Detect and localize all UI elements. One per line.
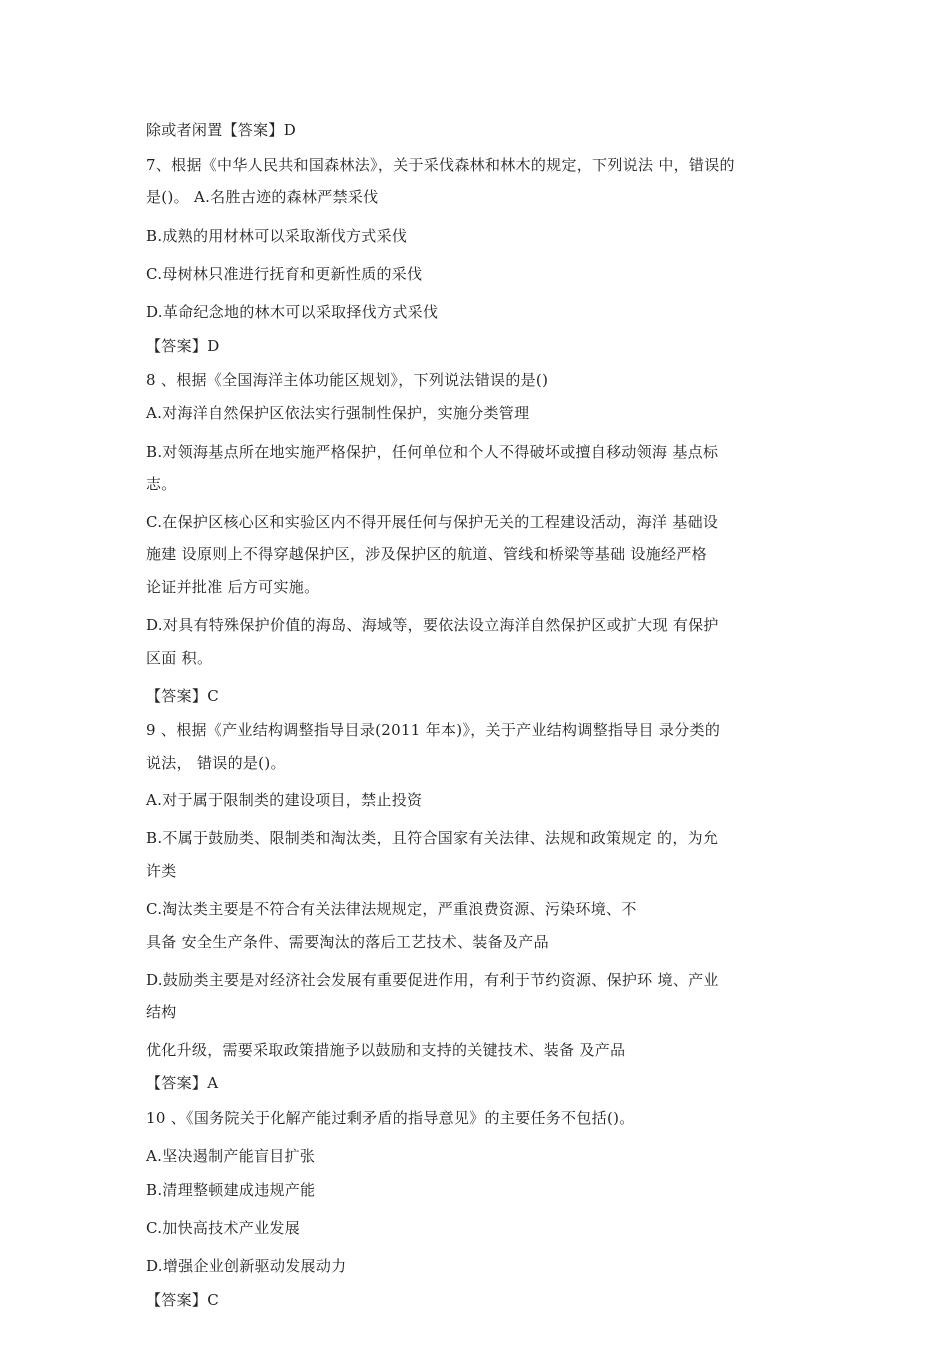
question-9-option-b: B.不属于鼓励类、限制类和淘汰类，且符合国家有关法律、法规和政策规定 的，为允 — [146, 829, 719, 847]
question-9-option-d-cont: 结构 — [146, 1003, 177, 1021]
question-7-option-c: C.母树林只准进行抚育和更新性质的采伐 — [146, 265, 423, 283]
question-8-option-b: B.对领海基点所在地实施严格保护，任何单位和个人不得破坏或擅自移动领海 基点标 — [146, 443, 719, 461]
question-8-option-c-cont: 施建 设原则上不得穿越保护区，涉及保护区的航道、管线和桥梁等基础 设施经严格 — [146, 545, 707, 563]
question-8-option-c: C.在保护区核心区和实验区内不得开展任何与保护无关的工程建设活动，海洋 基础设 — [146, 513, 719, 531]
question-10-option-b: B.清理整顿建成违规产能 — [146, 1181, 316, 1199]
question-9-option-a: A.对于属于限制类的建设项目，禁止投资 — [146, 791, 423, 809]
question-7-answer: 【答案】D — [146, 337, 220, 355]
question-9-option-c-cont: 具备 安全生产条件、需要淘汰的落后工艺技术、装备及产品 — [146, 933, 549, 951]
question-7-option-d: D.革命纪念地的林木可以采取择伐方式采伐 — [146, 303, 439, 321]
question-10-option-a: A.坚决遏制产能盲目扩张 — [146, 1147, 316, 1165]
question-8-option-a: A.对海洋自然保护区依法实行强制性保护，实施分类管理 — [146, 404, 530, 422]
question-10-answer: 【答案】C — [146, 1291, 219, 1309]
question-8-option-b-cont: 志。 — [146, 475, 177, 493]
question-8-answer: 【答案】C — [146, 687, 219, 705]
question-8-option-d: D.对具有特殊保护价值的海岛、海域等，要依法设立海洋自然保护区或扩大现 有保护 — [146, 616, 719, 634]
question-7-option-b: B.成熟的用材林可以采取渐伐方式采伐 — [146, 227, 408, 245]
question-10-stem: 10 、《国务院关于化解产能过剩矛盾的指导意见》的主要任务不包括()。 — [146, 1109, 635, 1127]
question-9-answer: 【答案】A — [146, 1074, 219, 1092]
question-9-option-d-cont: 优化升级，需要采取政策措施予以鼓励和支持的关键技术、装备 及产品 — [146, 1041, 626, 1059]
text-line: 除或者闲置【答案】D — [146, 121, 297, 139]
question-8-stem: 8 、根据《全国海洋主体功能区规划》，下列说法错误的是() — [146, 371, 549, 389]
question-9-stem: 9 、根据《产业结构调整指导目录(2011 年本)》，关于产业结构调整指导目 录分类的 — [146, 721, 721, 739]
question-7-stem-cont: 是()。 A.名胜古迹的森林严禁采伐 — [146, 188, 379, 206]
question-8-option-d-cont: 区面 积。 — [146, 649, 213, 667]
question-7-stem: 7、根据《中华人民共和国森林法》，关于采伐森林和林木的规定，下列说法 中，错误的 — [146, 156, 735, 174]
question-8-option-c-cont: 论证并批准 后方可实施。 — [146, 578, 320, 596]
question-9-option-c: C.淘汰类主要是不符合有关法律法规规定，严重浪费资源、污染环境、不 — [146, 900, 637, 918]
question-10-option-d: D.增强企业创新驱动发展动力 — [146, 1257, 347, 1275]
question-9-option-d: D.鼓励类主要是对经济社会发展有重要促进作用，有利于节约资源、保护环 境、产业 — [146, 971, 719, 989]
question-10-option-c: C.加快高技术产业发展 — [146, 1219, 301, 1237]
question-9-option-b-cont: 许类 — [146, 862, 177, 880]
question-9-stem-cont: 说法， 错误的是()。 — [146, 754, 286, 772]
